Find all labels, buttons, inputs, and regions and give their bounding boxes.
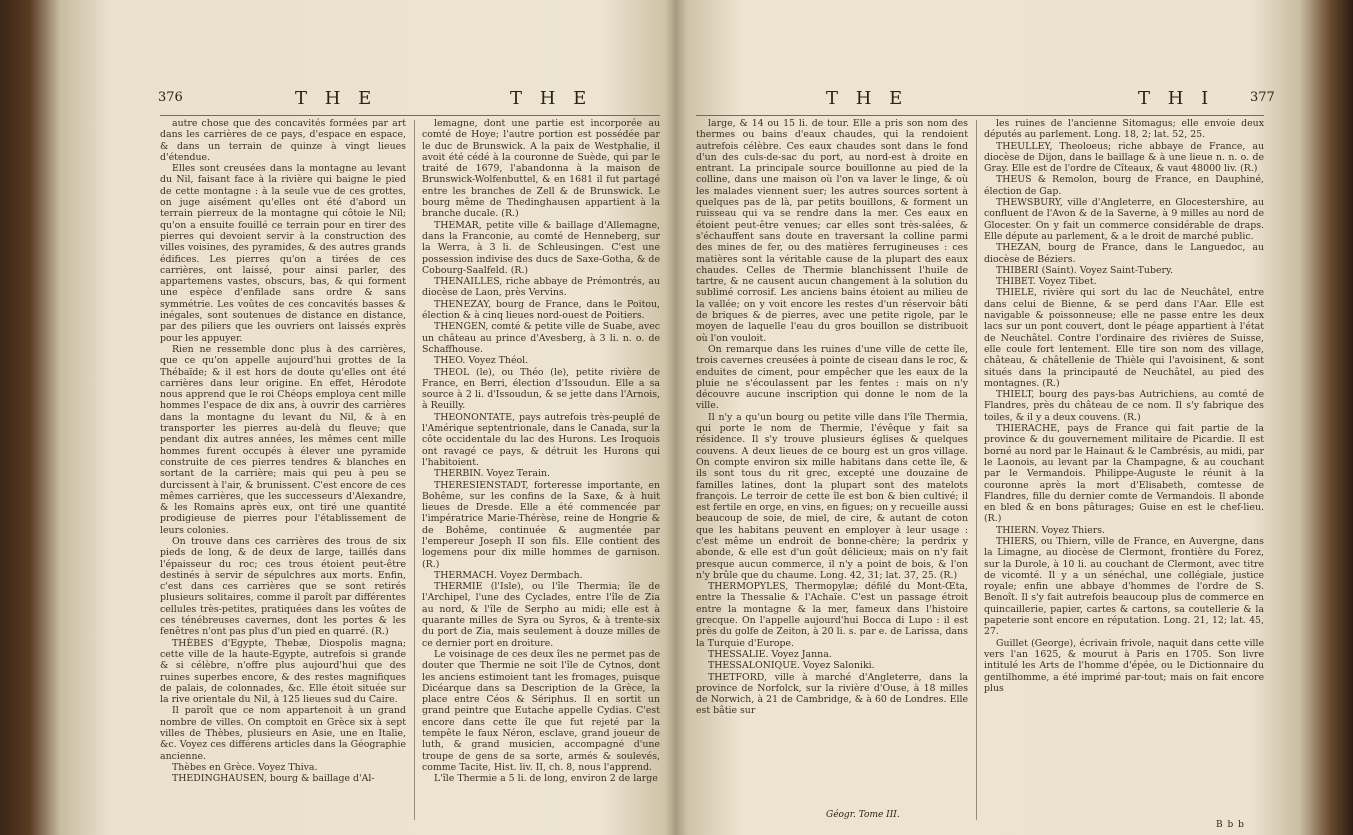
paragraph: THEMAR, petite ville & baillage d'Allemagne, dans la Franconie, au comté de Henneberg, sur la Werra, à 3 li. de Schleusingen. C'est une possession indivise des ducs de Saxe-Gotha, & de Cobourg-Saalfeld. (R.) (422, 219, 660, 276)
paragraph: THERBIN. Voyez Terain. (434, 468, 550, 480)
paragraph: THIERN. Voyez Thiers. (996, 524, 1106, 536)
column-divider (976, 120, 977, 820)
left-page (40, 10, 676, 829)
paragraph: THEZAN, bourg de France, dans le Languedoc, au diocèse de Béziers. (984, 242, 1264, 265)
right-page (676, 10, 1316, 829)
paragraph: THIERACHE, pays de France qui fait partie de la province & du gouvernement militaire de Picardie. Il est borné au nord par le Hainaut & le Cambrésis, au midi, par le Laonois, au levant par la Champagne, & au couchant par le Vermandois. Philippe-Auguste le réunit à la couronne après la mort d'Elisabeth, comtesse de Flandres, fille du dernier comte de Vermandois. Il abonde en bled & en bons pâturages; Guise en est le chef-lieu. (R.) (984, 423, 1264, 525)
header-rule (160, 115, 660, 116)
running-head-secondary: T H E (510, 88, 593, 109)
paragraph: Elles sont creusées dans la montagne au levant du Nil, faisant face à la rivière qui baigne le pied de cette montagne : à la seule vue de ces grottes, on juge aisément qu'elles ont été d'abord un terrain pierreux de la montagne qui côtoie le Nil; qu'on a ensuite fouillé ce terrain pour en tirer des pierres qui devoient servir à la construction des villes voisines, des pyramides, & des autres grands édifices. Les pierres qu'on a tirées de ces carrières, ont laissé, pour ainsi parler, des appartemens vastes, obscurs, bas, & qui forment une espèce d'enfilade sans ordre & sans symmétrie. Les voûtes de ces concavités basses & inégales, sont soutenues de distance en distance, par des piliers que les ouvriers ont laissés exprès pour les appuyer. (160, 163, 406, 344)
paragraph: THIBET. Voyez Tibet. (996, 276, 1097, 288)
paragraph: THIBERI (Saint). Voyez Saint-Tubery. (996, 264, 1174, 276)
paragraph: lemagne, dont une partie est incorporée au comté de Hoye; l'autre portion est possédée par le duc de Brunswick. A la paix de Westphalie, il avoit été cédé à la couronne de Suède, qui par le traité de 1679, l'abandonna à la maison de Brunswick-Wolfenbuttel, & en 1681 il fut partagé entre les branches de Zell & de Brunswick. Le bourg même de Thedinghausen appartient à la branche ducale. (R.) (422, 118, 660, 220)
text-column-2 (984, 118, 1264, 818)
paragraph: THÈBES d'Egypte, Thebæ, Diospolis magna; cette ville de la haute-Egypte, autrefois si grande & si célèbre, n'offre plus aujourd'hui que des ruines superbes encore, & des restes magnifiques de palais, de colonnades, &c. Elle étoit située sur la rive orientale du Nil, à 125 lieues sud du Caire. (160, 637, 406, 706)
paragraph: Il paroît que ce nom appartenoit à un grand nombre de villes. On comptoit en Grèce six à sept villes de Thèbes, plusieurs en Asie, une en Italie, &c. Voyez ces différens articles dans la Géographie ancienne. (160, 705, 406, 762)
running-head: T H E (295, 88, 378, 109)
paragraph: THEONONTATE, pays autrefois très-peuplé de l'Amérique septentrionale, dans le Canada, sur la côte occidentale du lac des Hurons. Les Iroquois ont ravagé ce pays, & détruit les Hurons qui l'habitoient. (422, 411, 660, 468)
paragraph: THENAILLES, riche abbaye de Prémontrés, au diocèse de Laon, près Vervins. (422, 276, 660, 299)
paragraph: Guillet (George), écrivain frivole, naquit dans cette ville vers l'an 1625, & mourut à Paris en 1705. Son livre intitulé les Arts de l'homme d'épée, ou le Dictionnaire du gentilhomme, a été imprimé par-tout; mais on fait encore plus (984, 637, 1264, 694)
paragraph: large, & 14 ou 15 li. de tour. Elle a pris son nom des thermes ou bains d'eaux chaudes, qui la rendoient autrefois célèbre. Ces eaux chaudes sont dans le fond d'un des culs-de-sac du port, au nord-est à droite en entrant. La principale source bouillonne au pied de la colline, dans une maison où l'on va laver le linge, & où les malades viennent suer; les autres sources sortent à quelques pas de là, par petits bouillons, & forment un ruisseau qui va se rendre dans la mer. Ces eaux en étoient peut-être venues; car elles sont très-salées, & s'échauffent sans doute en traversant la colline parmi des mines de fer, ou des matières ferrugineuses : ces matières sont la véritable cause de la plupart des eaux chaudes. Celles de Thermie blanchissent l'huile de tartre, & ne causent aucun changement à la solution du sublimé corrosif. Les anciens bains étoient au milieu de la vallée; on y voit encore les restes d'un réservoir bâti de briques & de pierres, avec une petite rigole, par le moyen de laquelle l'eau du gros bouillon se distribuoit où l'on vouloit. (696, 118, 968, 344)
text-column-1 (160, 118, 406, 828)
paragraph: autre chose que des concavités formées par art dans les carrières de ce pays, d'espace en espace, & dans un terrain de quinze à vingt lieues d'étendue. (160, 118, 406, 163)
paragraph: Thèbes en Grèce. Voyez Thiva. (172, 761, 318, 773)
paragraph: On trouve dans ces carrières des trous de six pieds de long, & de deux de large, taillés dans l'épaisseur du roc; ces trous étoient peut-être destinés à servir de sépulchres aux morts. Enfin, c'est dans ces carrières que se sont retirés plusieurs solitaires, comme il paroît par différentes cellules très-petites, pratiquées dans les voûtes de ces ténébreuses cavernes, dont les portes & les fenêtres n'ont pas plus d'un pied en quarré. (R.) (160, 535, 406, 638)
paragraph: THEULLEY, Theoloeus; riche abbaye de France, au diocèse de Dijon, dans le baillage & à une lieue n. n. o. de Gray. Elle est de l'ordre de Cîteaux, & vaut 48000 liv. (R.) (984, 140, 1264, 175)
paragraph: THEUS & Remolon, bourg de France, en Dauphiné, élection de Gap. (984, 174, 1264, 197)
paragraph: THEOL (le), ou Théo (le), petite rivière de France, en Berri, élection d'Issoudun. Elle a sa source à 2 li. d'Issoudun, & se jette dans l'Arnois, à Reuilly. (422, 366, 660, 412)
paragraph: THETFORD, ville à marché d'Angleterre, dans la province de Norfolck, sur la rivière d'Ouse, à 18 milles de Norwich, à 21 de Cambridge, & à 60 de Londres. Elle est bâtie sur (696, 671, 968, 717)
paragraph: THENGEN, comté & petite ville de Suabe, avec un château au prince d'Avesberg, à 3 li. n. o. de Schaffhouse. (422, 321, 660, 355)
paragraph: THEDINGHAUSEN, bourg & baillage d'Al- (172, 773, 375, 785)
page-number: 377 (1250, 90, 1275, 105)
paragraph: Il n'y a qu'un bourg ou petite ville dans l'île Thermia, qui porte le nom de Thermie, l'évêque y fait sa résidence. Il s'y trouve plusieurs églises & quelques couvens. A deux lieues de ce bourg est un gros village. On compte environ six mille habitans dans cette île, & ils sont tous du rit grec, excepté une douzaine de familles latines, dont la plupart sont des matelots françois. Le terroir de cette île est bon & bien cultivé; il est fertile en orge, en vins, en figues; on y recueille aussi beaucoup de soie, de miel, de cire, & autant de coton que les habitans peuvent en employer à leur usage : c'est même un endroit de bonne-chère; la perdrix y abonde, & elle est d'un goût délicieux; mais on n'y fait presque aucun commerce, il n'y a point de bois, & l'on n'y brûle que du chaume. Long. 42, 31; lat. 37, 25. (R.) (696, 411, 968, 581)
header-rule (696, 115, 1264, 116)
paragraph: THIERS, ou Thiern, ville de France, en Auvergne, dans la Limagne, au diocèse de Clermont, frontière du Forez, sur la Durole, à 10 li. au couchant de Clermont, avec titre de vicomté. Il y a un sénéchal, une collégiale, justice royale; enfin une abbaye d'hommes de l'ordre de S. Benoît. Il s'y fait autrefois beaucoup plus de commerce en quincaillerie, papier, cartes & cartons, sa coutellerie & la papeterie sont encore en réputation. Long. 21, 12; lat. 45, 27. (984, 535, 1264, 638)
paragraph: Le voisinage de ces deux îles ne permet pas de douter que Thermie ne soit l'île de Cytnos, dont les anciens estimoient tant les fromages, puisque Dicéarque dans sa Description de la Grèce, la place entre Céos & Sériphus. Il en sortit un grand peintre que Eutache appelle Cydias. C'est encore dans cette île que fut rejeté par la tempête le faux Néron, esclave, grand joueur de luth, & grand musicien, accompagné d'une troupe de gens de sa sorte, armés & soulevés, comme Tacite, Hist. liv. II, ch. 8, nous l'apprend. (422, 648, 660, 773)
paragraph: THESSALONIQUE. Voyez Saloniki. (708, 660, 875, 672)
running-head-left: T H E (826, 88, 909, 109)
paragraph: THENEZAY, bourg de France, dans le Poitou, élection & à cinq lieues nord-ouest de Poitiers. (422, 298, 660, 322)
paragraph: THERMIE (l'Isle), ou l'île Thermia; île de l'Archipel, l'une des Cyclades, entre l'île de Zia au nord, & l'île de Serpho au midi; elle est à quarante milles de Syra ou Syros, & à trente-six du port de Zia, mais seulement à douze milles de ce dernier port en droiture. (422, 581, 660, 649)
footer-volume: Géogr. Tome III. (826, 810, 900, 820)
paragraph: THESSALIE. Voyez Janna. (708, 648, 832, 660)
paragraph: Rien ne ressemble donc plus à des carrières, que ce qu'on appelle aujourd'hui grottes de la Thébaïde; & il est hors de doute qu'elles ont été carrières dans leur origine. En effet, Hérodote nous apprend que le roi Chéops employa cent mille hommes l'espace de dix ans, à ouvrir des carrières dans la montagne du levant du Nil, & à en transporter les pierres au-delà du fleuve; que pendant dix autres années, les mêmes cent mille hommes furent occupés à élever une pyramide construite de ces pierres tendres & blanches en sortant de la carrière; mais qui peu à peu se durcissent à l'air, & brunissent. C'est encore de ces mêmes carrières, que les successeurs d'Alexandre, & les Romains après eux, ont tiré une quantité prodigieuse de pierres pour l'établissement de leurs colonies. (160, 343, 406, 536)
paragraph: THIELE, rivière qui sort du lac de Neuchâtel, entre dans celui de Bienne, & se perd dans l'Aar. Elle est navigable & poissonneuse; elle ne passe entre les deux lacs sur un pont couvert, dont le péage appartient à l'état de Neuchâtel. Contre l'ordinaire des rivières de Suisse, elle coule fort lentement. Elle tire son nom des village, château, & châtellenie de Thièle qui l'avoisinent, & sont situés dans la principauté de Neuchâtel, au pied des montagnes. (R.) (984, 287, 1264, 389)
running-head-right: T H I (1138, 88, 1215, 109)
paragraph: On remarque dans les ruines d'une ville de cette île, trois cavernes creusées à pointe de ciseau dans le roc, & enduites de ciment, pour empêcher que les eaux de la pluie ne s'écoulassent par les fentes : mais on n'y découvre aucune inscription qui donne le nom de la ville. (696, 343, 968, 412)
paragraph: les ruines de l'ancienne Sitomagus; elle envoie deux députés au parlement. Long. 18, 2; lat. 52, 25. (984, 118, 1264, 141)
paragraph: THERESIENSTADT, forteresse importante, en Bohême, sur les confins de la Saxe, & à huit lieues de Dresde. Elle a été commencée par l'impératrice Marie-Thérèse, reine de Hongrie & de Bohême, continuée & augmentée par l'empereur Joseph II son fils. Elle contient des logemens pour dix mille hommes de garnison. (R.) (422, 479, 660, 570)
paragraph: THERMACH. Voyez Dermbach. (434, 569, 583, 581)
paragraph: L'île Thermie a 5 li. de long, environ 2 de large (434, 773, 658, 785)
page-number: 376 (158, 90, 183, 105)
paragraph: THIELT, bourg des pays-bas Autrichiens, au comté de Flandres, près du château de ce nom. Il s'y fabrique des toiles, & il y a deux couvens. (R.) (984, 389, 1264, 423)
signature-mark: B b b (1216, 820, 1245, 830)
text-column-1 (696, 118, 968, 808)
paragraph: THERMOPYLES, Thermopylæ; défilé du Mont-Œta, entre la Thessalie & l'Achaïe. C'est un passage étroit entre la montagne & la mer, fameux dans l'histoire grecque. On l'appelle aujourd'hui Bocca di Lupo : il est près du golfe de Zeiton, à 20 li. s. par e. de Larissa, dans la Turquie d'Europe. (696, 581, 968, 649)
text-column-2 (422, 118, 660, 828)
paragraph: THEWSBURY, ville d'Angleterre, en Glocestershire, au confluent de l'Avon & de la Saverne, à 9 milles au nord de Glocester. On y fait un commerce considérable de draps. Elle députe au parlement, & a le droit de marché public. (984, 197, 1264, 242)
paragraph: THEO. Voyez Théol. (434, 355, 529, 367)
column-divider (414, 120, 415, 820)
